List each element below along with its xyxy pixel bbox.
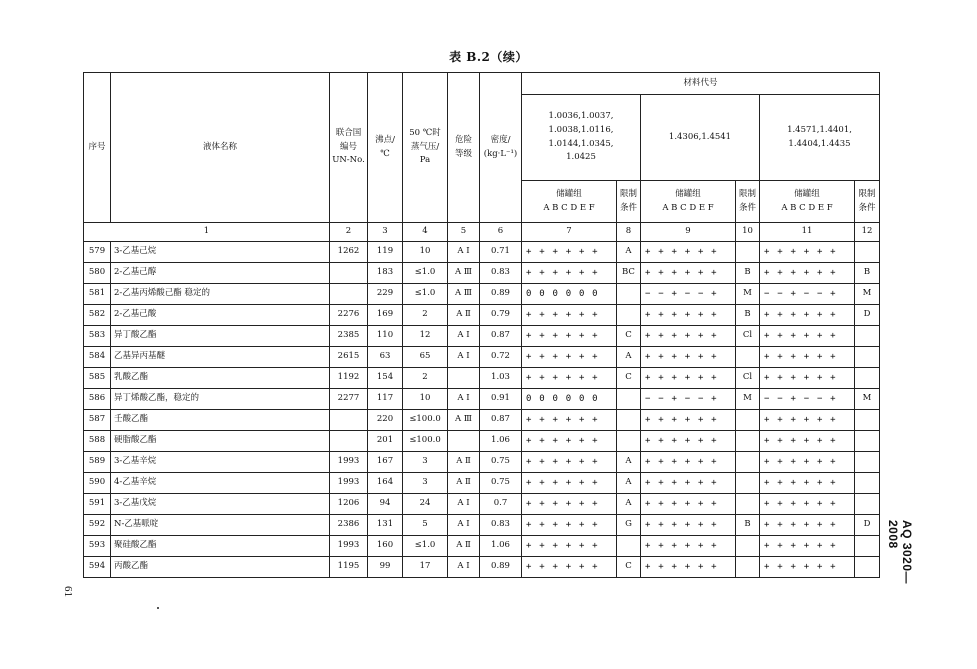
un-number: 2276 — [330, 305, 368, 326]
liquid-name: 3-乙基己烷 — [111, 242, 330, 263]
header-vp-line3: Pa — [419, 155, 431, 166]
header-vapor-pressure — [403, 73, 448, 223]
tank-group-2: + + + + + + — [641, 473, 736, 494]
col-number: 7 — [522, 223, 617, 242]
vapor-pressure: 2 — [403, 368, 448, 389]
header-seq: 序号 — [84, 73, 111, 223]
table-row — [84, 263, 880, 284]
restriction-3 — [855, 536, 880, 557]
tank-group-1: + + + + + + — [522, 242, 617, 263]
mat1-line3: 1.0144,1.0345, — [548, 138, 614, 149]
table-header — [84, 73, 880, 242]
liquid-name: 乙基异丙基醚 — [111, 347, 330, 368]
tank-group-1: 0 0 0 0 0 0 — [522, 284, 617, 305]
density: 0.87 — [480, 326, 522, 347]
un-number: 2615 — [330, 347, 368, 368]
header-tank-group-1 — [522, 181, 617, 223]
table-row — [84, 557, 880, 578]
col-number: 11 — [760, 223, 855, 242]
liquid-name: 异丁酸乙酯 — [111, 326, 330, 347]
restriction-3: D — [855, 515, 880, 536]
hazard-class — [448, 368, 480, 389]
boiling-point: 119 — [368, 242, 403, 263]
hazard-class: A Ⅱ — [448, 473, 480, 494]
table-row — [84, 473, 880, 494]
mat3-line2: 1.4404,1.4435 — [788, 138, 851, 149]
un-number: 1993 — [330, 452, 368, 473]
row-number: 585 — [84, 368, 111, 389]
liquid-name: 2-乙基己酸 — [111, 305, 330, 326]
hazard-class: A Ⅰ — [448, 515, 480, 536]
tank-group-1: + + + + + + — [522, 368, 617, 389]
hazard-class: A Ⅲ — [448, 410, 480, 431]
header-restrict-2 — [736, 181, 760, 223]
restrict-line2: 条件 — [738, 202, 756, 213]
header-restrict-1 — [617, 181, 641, 223]
header-boiling-point — [368, 73, 403, 223]
tank-group-3: + + + + + + — [760, 263, 855, 284]
tank-group-3: + + + + + + — [760, 557, 855, 578]
row-number: 591 — [84, 494, 111, 515]
liquid-name: 4-乙基辛烷 — [111, 473, 330, 494]
restriction-2 — [736, 452, 760, 473]
boiling-point: 167 — [368, 452, 403, 473]
restriction-1 — [617, 536, 641, 557]
density: 0.79 — [480, 305, 522, 326]
table-row — [84, 389, 880, 410]
tank-group-3: + + + + + + — [760, 305, 855, 326]
row-number: 590 — [84, 473, 111, 494]
col-number: 10 — [736, 223, 760, 242]
restriction-3 — [855, 452, 880, 473]
header-un — [330, 73, 368, 223]
restriction-3 — [855, 242, 880, 263]
col-number: 12 — [855, 223, 880, 242]
tank-group-3: + + + + + + — [760, 452, 855, 473]
restriction-2 — [736, 431, 760, 452]
density: 0.72 — [480, 347, 522, 368]
boiling-point: 169 — [368, 305, 403, 326]
tank-group-label: 储罐组 — [675, 188, 701, 199]
restriction-2 — [736, 494, 760, 515]
tank-group-1: + + + + + + — [522, 305, 617, 326]
tank-group-1: + + + + + + — [522, 410, 617, 431]
hazard-class: A Ⅱ — [448, 452, 480, 473]
tank-group-2: + + + + + + — [641, 326, 736, 347]
un-number — [330, 410, 368, 431]
tank-group-label: 储罐组 — [794, 188, 820, 199]
vapor-pressure: 17 — [403, 557, 448, 578]
tank-group-2: + + + + + + — [641, 305, 736, 326]
vapor-pressure: 3 — [403, 473, 448, 494]
tank-group-2: + + + + + + — [641, 536, 736, 557]
boiling-point: 154 — [368, 368, 403, 389]
hazard-class: A Ⅰ — [448, 242, 480, 263]
tank-group-3: + + + + + + — [760, 368, 855, 389]
row-number: 593 — [84, 536, 111, 557]
liquid-name: 乳酸乙酯 — [111, 368, 330, 389]
mat1-line4: 1.0425 — [566, 152, 596, 163]
mat1-line2: 1.0038,1.0116, — [548, 124, 614, 135]
mat1-line1: 1.0036,1.0037, — [548, 111, 614, 122]
liquid-name: N-乙基哌啶 — [111, 515, 330, 536]
restriction-3 — [855, 347, 880, 368]
col-number: 8 — [617, 223, 641, 242]
restrict-line1: 限制 — [858, 188, 876, 199]
vapor-pressure: 65 — [403, 347, 448, 368]
restriction-1 — [617, 410, 641, 431]
vapor-pressure: ≤100.0 — [403, 410, 448, 431]
vapor-pressure: ≤1.0 — [403, 536, 448, 557]
tank-group-1: + + + + + + — [522, 557, 617, 578]
table-title: 表 B.2（续） — [449, 50, 528, 64]
tank-group-2: − − + − − + — [641, 389, 736, 410]
header-material-group-1 — [522, 95, 641, 181]
hazard-class: A Ⅲ — [448, 284, 480, 305]
vapor-pressure: 12 — [403, 326, 448, 347]
tank-group-2: + + + + + + — [641, 431, 736, 452]
col-number: 9 — [641, 223, 736, 242]
tank-group-3: + + + + + + — [760, 536, 855, 557]
header-bp-line1: 沸点/ — [375, 134, 395, 145]
density: 0.83 — [480, 263, 522, 284]
tank-group-1: + + + + + + — [522, 536, 617, 557]
header-un-line3: UN-No. — [332, 155, 365, 166]
tank-group-2: + + + + + + — [641, 368, 736, 389]
hazard-class: A Ⅰ — [448, 326, 480, 347]
tank-group-3: + + + + + + — [760, 410, 855, 431]
mat3-line1: 1.4571,1.4401, — [787, 124, 852, 135]
restriction-1: A — [617, 347, 641, 368]
tank-group-2: + + + + + + — [641, 494, 736, 515]
restriction-2: M — [736, 284, 760, 305]
header-material-group-2: 1.4306,1.4541 — [641, 95, 760, 181]
header-bp-line2: ℃ — [380, 148, 390, 159]
table-row — [84, 305, 880, 326]
boiling-point: 201 — [368, 431, 403, 452]
tank-letters: A B C D E F — [662, 202, 714, 213]
un-number — [330, 431, 368, 452]
boiling-point: 229 — [368, 284, 403, 305]
table-row — [84, 284, 880, 305]
tank-group-1: + + + + + + — [522, 347, 617, 368]
tank-group-1: + + + + + + — [522, 473, 617, 494]
header-material-code: 材料代号 — [522, 73, 880, 95]
table-body — [84, 242, 880, 578]
column-number-row — [84, 223, 880, 242]
tank-group-3: + + + + + + — [760, 326, 855, 347]
density: 0.91 — [480, 389, 522, 410]
restriction-1: BC — [617, 263, 641, 284]
un-number — [330, 263, 368, 284]
tank-group-3: + + + + + + — [760, 347, 855, 368]
tank-group-1: + + + + + + — [522, 494, 617, 515]
density: 1.03 — [480, 368, 522, 389]
tank-group-3: − − + − − + — [760, 389, 855, 410]
density: 0.87 — [480, 410, 522, 431]
boiling-point: 99 — [368, 557, 403, 578]
restriction-1: C — [617, 557, 641, 578]
restriction-3: B — [855, 263, 880, 284]
restriction-2: Cl — [736, 368, 760, 389]
un-number: 2385 — [330, 326, 368, 347]
boiling-point: 110 — [368, 326, 403, 347]
boiling-point: 131 — [368, 515, 403, 536]
liquid-name: 2-乙基丙烯酸己酯 稳定的 — [111, 284, 330, 305]
header-material-group-3 — [760, 95, 880, 181]
table-row — [84, 431, 880, 452]
header-density — [480, 73, 522, 223]
col-number: 3 — [368, 223, 403, 242]
restriction-1 — [617, 284, 641, 305]
restriction-1: A — [617, 473, 641, 494]
tank-group-label: 储罐组 — [556, 188, 582, 199]
density: 0.71 — [480, 242, 522, 263]
scan-speck — [157, 607, 159, 609]
row-number: 584 — [84, 347, 111, 368]
density: 1.06 — [480, 431, 522, 452]
un-number: 1192 — [330, 368, 368, 389]
row-number: 583 — [84, 326, 111, 347]
header-un-line1: 联合国 — [335, 128, 362, 139]
tank-group-3: + + + + + + — [760, 242, 855, 263]
restriction-1: A — [617, 242, 641, 263]
tank-group-2: + + + + + + — [641, 515, 736, 536]
tank-group-1: + + + + + + — [522, 515, 617, 536]
page-number: 61 — [62, 586, 74, 597]
tank-group-3: + + + + + + — [760, 515, 855, 536]
header-density-line2: (kg·L⁻¹) — [483, 148, 518, 159]
restriction-3 — [855, 410, 880, 431]
tank-group-1: + + + + + + — [522, 263, 617, 284]
header-un-line2: 编号 — [339, 141, 357, 152]
hazard-class — [448, 431, 480, 452]
header-hazard-line1: 危险 — [454, 134, 472, 145]
restriction-1 — [617, 431, 641, 452]
data-table — [83, 72, 880, 578]
restriction-1: A — [617, 452, 641, 473]
restriction-1 — [617, 389, 641, 410]
col-number: 6 — [480, 223, 522, 242]
header-restrict-3 — [855, 181, 880, 223]
restriction-2: M — [736, 389, 760, 410]
row-number: 587 — [84, 410, 111, 431]
vapor-pressure: 5 — [403, 515, 448, 536]
tank-group-3: + + + + + + — [760, 494, 855, 515]
restriction-3 — [855, 557, 880, 578]
hazard-class: A Ⅰ — [448, 347, 480, 368]
table-row — [84, 410, 880, 431]
restriction-3 — [855, 494, 880, 515]
header-hazard-line2: 等级 — [454, 148, 472, 159]
vapor-pressure: ≤1.0 — [403, 263, 448, 284]
table-row — [84, 368, 880, 389]
tank-group-2: + + + + + + — [641, 347, 736, 368]
row-number: 580 — [84, 263, 111, 284]
liquid-name: 2-乙基己醇 — [111, 263, 330, 284]
liquid-name: 3-乙基辛烷 — [111, 452, 330, 473]
restriction-1: A — [617, 494, 641, 515]
restriction-1: C — [617, 368, 641, 389]
vapor-pressure: ≤1.0 — [403, 284, 448, 305]
restriction-1: G — [617, 515, 641, 536]
density: 0.75 — [480, 473, 522, 494]
row-number: 592 — [84, 515, 111, 536]
restriction-2 — [736, 410, 760, 431]
header-hazard — [448, 73, 480, 223]
liquid-name: 壬酸乙酯 — [111, 410, 330, 431]
restriction-2 — [736, 536, 760, 557]
restrict-line2: 条件 — [619, 202, 637, 213]
vapor-pressure: 2 — [403, 305, 448, 326]
vapor-pressure: 24 — [403, 494, 448, 515]
liquid-name: 3-乙基戊烷 — [111, 494, 330, 515]
table-row — [84, 494, 880, 515]
tank-group-1: + + + + + + — [522, 326, 617, 347]
un-number: 2277 — [330, 389, 368, 410]
restriction-1 — [617, 305, 641, 326]
restriction-3 — [855, 368, 880, 389]
tank-group-1: + + + + + + — [522, 452, 617, 473]
row-number: 594 — [84, 557, 111, 578]
restriction-1: C — [617, 326, 641, 347]
restriction-3 — [855, 431, 880, 452]
un-number: 1993 — [330, 536, 368, 557]
tank-group-2: + + + + + + — [641, 263, 736, 284]
restrict-line2: 条件 — [858, 202, 876, 213]
table-row — [84, 347, 880, 368]
restriction-2: B — [736, 263, 760, 284]
tank-group-2: + + + + + + — [641, 242, 736, 263]
restrict-line1: 限制 — [738, 188, 756, 199]
tank-group-2: + + + + + + — [641, 410, 736, 431]
un-number: 2386 — [330, 515, 368, 536]
boiling-point: 183 — [368, 263, 403, 284]
vapor-pressure: 10 — [403, 242, 448, 263]
vapor-pressure: 3 — [403, 452, 448, 473]
tank-group-2: − − + − − + — [641, 284, 736, 305]
density: 1.06 — [480, 536, 522, 557]
boiling-point: 220 — [368, 410, 403, 431]
row-number: 589 — [84, 452, 111, 473]
un-number: 1195 — [330, 557, 368, 578]
header-tank-group-3 — [760, 181, 855, 223]
header-vp-line1: 50 ℃时 — [409, 128, 441, 139]
un-number: 1993 — [330, 473, 368, 494]
boiling-point: 164 — [368, 473, 403, 494]
boiling-point: 160 — [368, 536, 403, 557]
density: 0.89 — [480, 557, 522, 578]
col-number: 5 — [448, 223, 480, 242]
row-number: 581 — [84, 284, 111, 305]
restrict-line1: 限制 — [619, 188, 637, 199]
tank-letters: A B C D E F — [781, 202, 833, 213]
restriction-2: Cl — [736, 326, 760, 347]
boiling-point: 117 — [368, 389, 403, 410]
restriction-2 — [736, 557, 760, 578]
density: 0.89 — [480, 284, 522, 305]
liquid-name: 丙酸乙酯 — [111, 557, 330, 578]
un-number: 1262 — [330, 242, 368, 263]
hazard-class: A Ⅱ — [448, 305, 480, 326]
restriction-2: B — [736, 515, 760, 536]
tank-group-3: − − + − − + — [760, 284, 855, 305]
hazard-class: A Ⅱ — [448, 536, 480, 557]
liquid-name: 聚硅酸乙酯 — [111, 536, 330, 557]
row-number: 579 — [84, 242, 111, 263]
restriction-2 — [736, 473, 760, 494]
tank-group-1: 0 0 0 0 0 0 — [522, 389, 617, 410]
vapor-pressure: 10 — [403, 389, 448, 410]
row-number: 588 — [84, 431, 111, 452]
hazard-class: A Ⅰ — [448, 389, 480, 410]
header-density-line1: 密度/ — [490, 134, 511, 145]
col-number: 1 — [84, 223, 330, 242]
hazard-class: A Ⅰ — [448, 494, 480, 515]
restriction-3 — [855, 473, 880, 494]
restriction-3: M — [855, 284, 880, 305]
un-number — [330, 284, 368, 305]
tank-group-2: + + + + + + — [641, 557, 736, 578]
col-number: 4 — [403, 223, 448, 242]
tank-group-3: + + + + + + — [760, 431, 855, 452]
density: 0.7 — [480, 494, 522, 515]
table-row — [84, 452, 880, 473]
un-number: 1206 — [330, 494, 368, 515]
restriction-3: M — [855, 389, 880, 410]
row-number: 586 — [84, 389, 111, 410]
header-tank-group-2 — [641, 181, 736, 223]
hazard-class: A Ⅲ — [448, 263, 480, 284]
restriction-2: B — [736, 305, 760, 326]
boiling-point: 94 — [368, 494, 403, 515]
header-name: 液体名称 — [111, 73, 330, 223]
tank-letters: A B C D E F — [543, 202, 595, 213]
table-row — [84, 326, 880, 347]
tank-group-3: + + + + + + — [760, 473, 855, 494]
restriction-2 — [736, 347, 760, 368]
restriction-3 — [855, 326, 880, 347]
tank-group-1: + + + + + + — [522, 431, 617, 452]
tank-group-2: + + + + + + — [641, 452, 736, 473]
density: 0.83 — [480, 515, 522, 536]
restriction-3: D — [855, 305, 880, 326]
boiling-point: 63 — [368, 347, 403, 368]
table-row — [84, 515, 880, 536]
hazard-class: A Ⅰ — [448, 557, 480, 578]
header-vp-line2: 蒸气压/ — [410, 141, 440, 152]
density: 0.75 — [480, 452, 522, 473]
liquid-name: 异丁烯酸乙酯，稳定的 — [111, 389, 330, 410]
row-number: 582 — [84, 305, 111, 326]
table-row — [84, 536, 880, 557]
vapor-pressure: ≤100.0 — [403, 431, 448, 452]
standard-code: AQ 3020—2008 — [886, 520, 914, 585]
restriction-2 — [736, 242, 760, 263]
table-row — [84, 242, 880, 263]
col-number: 2 — [330, 223, 368, 242]
liquid-name: 硬脂酸乙酯 — [111, 431, 330, 452]
